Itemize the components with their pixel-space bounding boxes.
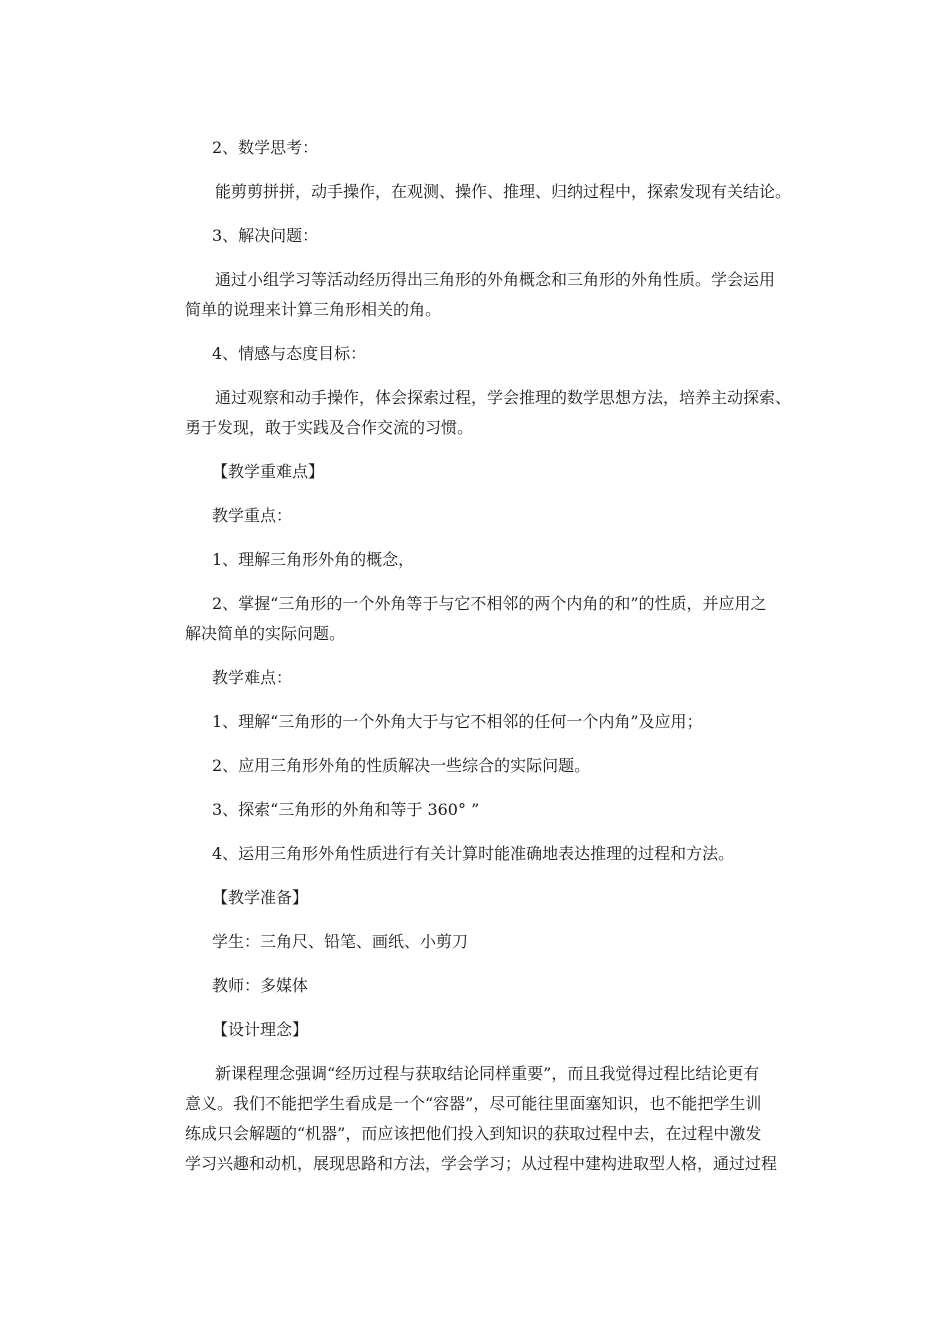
text-line: 4、情感与态度目标：	[212, 344, 367, 363]
key-points-label	[212, 501, 812, 531]
section-math-thinking-heading	[212, 133, 812, 163]
design-concept-paragraph-line-3	[185, 1119, 785, 1149]
text-line: 3、探索“三角形的外角和等于 360° ”	[212, 800, 480, 819]
text-line: 意义。我们不能把学生看成是一个“容器”，尽可能往里面塞知识，也不能把学生训	[185, 1094, 762, 1113]
design-concept-paragraph	[215, 1059, 815, 1089]
text-line: 教学难点：	[212, 668, 293, 687]
text-line: 通过观察和动手操作，体会探索过程，学会推理的数学思想方法，培养主动探索、	[215, 388, 792, 407]
key-point-item-2	[212, 589, 812, 619]
section-design-concept-heading	[212, 1015, 812, 1045]
student-materials	[212, 927, 812, 957]
text-line: 1、理解“三角形的一个外角大于与它不相邻的任何一个内角”及应用；	[212, 712, 703, 731]
problem-solving-paragraph-continued	[185, 295, 785, 325]
text-line: 【教学重难点】	[212, 462, 325, 481]
text-line: 简单的说理来计算三角形相关的角。	[185, 300, 442, 319]
problem-solving-paragraph	[215, 265, 815, 295]
text-line: 2、掌握“三角形的一个外角等于与它不相邻的两个内角的和”的性质，并应用之	[212, 594, 767, 613]
text-line: 新课程理念强调“经历过程与获取结论同样重要”，而且我觉得过程比结论更有	[215, 1064, 760, 1083]
text-line: 解决简单的实际问题。	[185, 624, 346, 643]
text-line: 教学重点：	[212, 506, 293, 525]
text-line: 2、应用三角形外角的性质解决一些综合的实际问题。	[212, 756, 591, 775]
text-line: 2、数学思考：	[212, 138, 319, 157]
text-line: 学习兴趣和动机，展现思路和方法，学会学习；从过程中建构进取型人格，通过过程	[185, 1154, 778, 1173]
section-emotion-goals-heading	[212, 339, 812, 369]
difficult-point-item-1	[212, 707, 812, 737]
difficult-point-item-3	[212, 795, 812, 825]
text-line: 【设计理念】	[212, 1020, 309, 1039]
section-problem-solving-heading	[212, 221, 812, 251]
text-line: 3、解决问题：	[212, 226, 319, 245]
design-concept-paragraph-line-4	[185, 1149, 785, 1179]
section-teaching-preparation-heading	[212, 883, 812, 913]
text-line: 4、运用三角形外角性质进行有关计算时能准确地表达推理的过程和方法。	[212, 844, 735, 863]
section-key-difficult-points-heading	[212, 457, 812, 487]
emotion-goals-paragraph	[215, 383, 815, 413]
text-line: 能剪剪拼拼，动手操作，在观测、操作、推理、归纳过程中，探索发现有关结论。	[215, 182, 792, 201]
difficult-point-item-2	[212, 751, 812, 781]
text-line: 教师：多媒体	[212, 976, 309, 995]
text-line: 勇于发现，敢于实践及合作交流的习惯。	[185, 418, 474, 437]
design-concept-paragraph-line-2	[185, 1089, 785, 1119]
teacher-materials	[212, 971, 812, 1001]
text-line: 练成只会解题的“机器”，而应该把他们投入到知识的获取过程中去，在过程中激发	[185, 1124, 762, 1143]
difficult-point-item-4	[212, 839, 812, 869]
text-line: 【教学准备】	[212, 888, 309, 907]
text-line: 通过小组学习等活动经历得出三角形的外角概念和三角形的外角性质。学会运用	[215, 270, 776, 289]
text-line: 1、理解三角形外角的概念，	[212, 550, 415, 569]
math-thinking-paragraph	[215, 177, 815, 207]
key-point-item-1	[212, 545, 812, 575]
emotion-goals-paragraph-continued	[185, 413, 785, 443]
text-line: 学生：三角尺、铅笔、画纸、小剪刀	[212, 932, 469, 951]
difficult-points-label	[212, 663, 812, 693]
key-point-item-2-continued	[185, 619, 785, 649]
